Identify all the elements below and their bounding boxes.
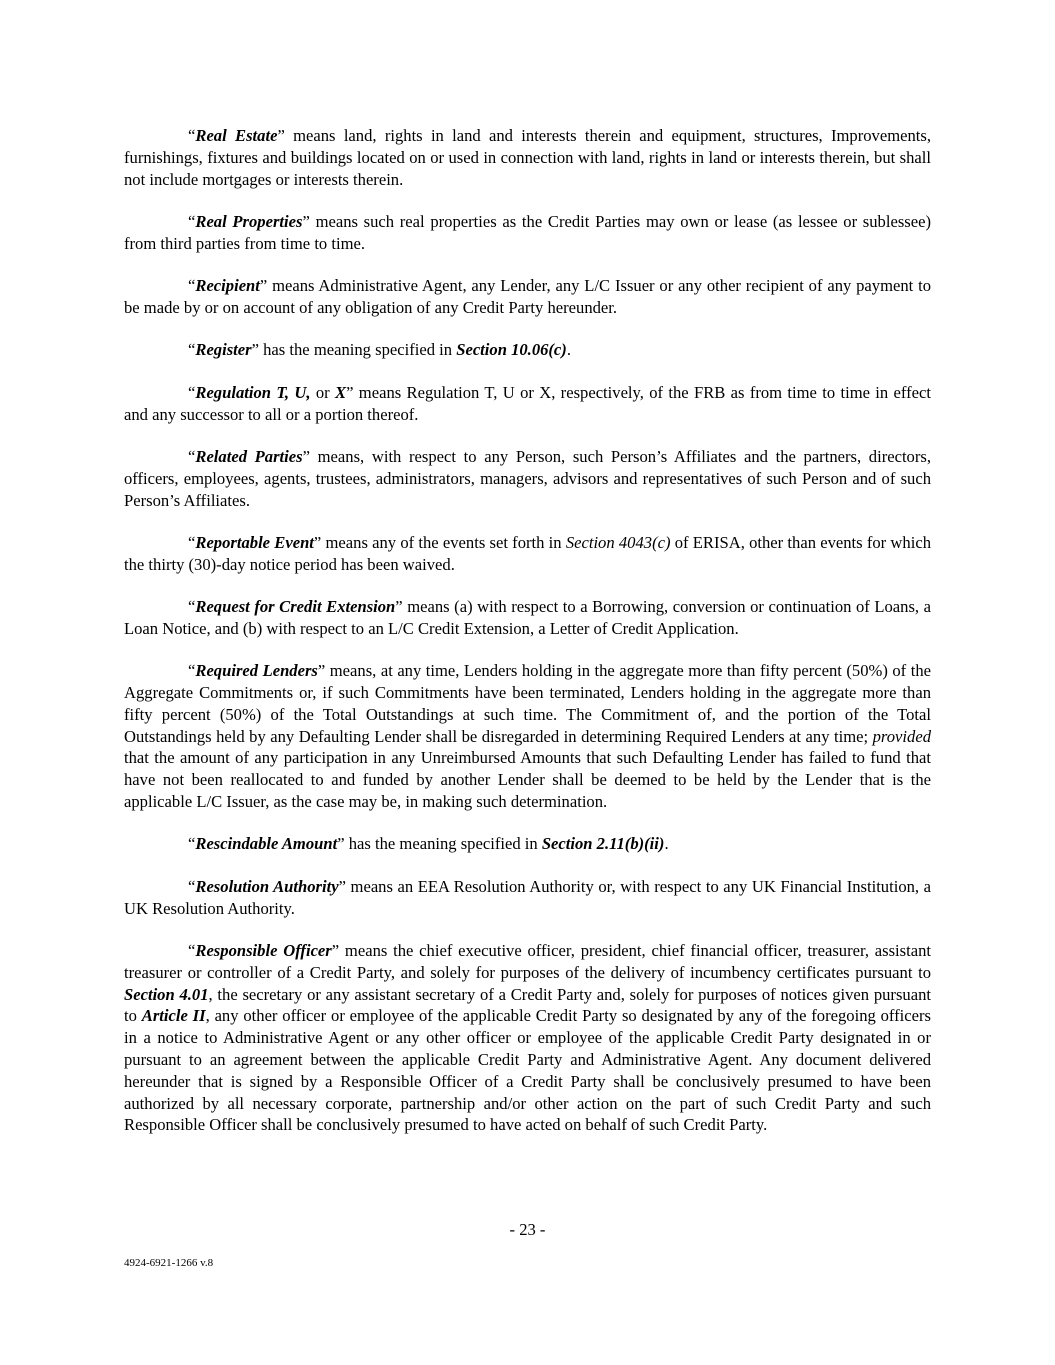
defined-term: Responsible Officer <box>195 941 332 961</box>
definition-text: has the meaning specified in <box>258 340 457 360</box>
section-reference: Section 2.11(b)(ii) <box>541 834 665 854</box>
definition-real-estate: “Real Estate” means land, rights in land and interests therein and equipment, structures, Improvements, furnishings, fixtures and buildings located on or used in connection with land, rights in land or interests therein, but shall not include mortgages or interests therein. <box>124 126 931 189</box>
defined-term: Rescindable Amount <box>195 834 338 854</box>
defined-term: Recipient <box>195 276 260 296</box>
definition-text: means any of the events set forth in <box>321 532 566 552</box>
section-reference: Section 4.01 <box>124 984 209 1004</box>
definition-regulation: “Regulation T, U, or X” means Regulation T, U or X, respectively, of the FRB as from time to time in effect and any successor to all or a portion thereof. <box>124 382 931 424</box>
defined-term: Reportable Event <box>195 532 314 552</box>
definition-recipient: “Recipient” means Administrative Agent, any Lender, any L/C Issuer or any other recipient of any payment to be made by or on account of any obligation of any Credit Party hereunder. <box>124 276 931 317</box>
definition-rescindable-amount: “Rescindable Amount” has the meaning specified in Section 2.11(b)(ii). <box>188 834 669 854</box>
defined-term: Regulation T, U, <box>195 382 311 402</box>
definition-related-parties: “Related Parties” means, with respect to any Person, such Person’s Affiliates and the partners, directors, officers, employees, agents, trustees, administrators, managers, advisors and representatives of such Person and of such Person’s Affiliates. <box>124 446 931 510</box>
definition-real-properties: “Real Properties” means such real properties as the Credit Parties may own or lease (as lessee or sublessee) from third parties from time to time. <box>124 211 931 253</box>
definition-text: means Administrative Agent, any Lender, any L/C Issuer or any other recipient of any payment to be made by or on account of any obligation of any Credit Party hereunder. <box>124 276 931 317</box>
document-body <box>124 125 931 1157</box>
section-reference: Section 4043(c) <box>565 532 671 552</box>
definition-request-credit-extension: “Request for Credit Extension” means (a) with respect to a Borrowing, conversion or continuation of Loans, a Loan Notice, and (b) with respect to an L/C Credit Extension, a Letter of Credit Application. <box>124 597 931 638</box>
definition-resolution-authority: “Resolution Authority” means an EEA Resolution Authority or, with respect to any UK Financial Institution, a UK Resolution Authority. <box>124 876 932 918</box>
section-reference: Section 10.06(c) <box>456 340 567 360</box>
definition-text: means land, rights in land and interests therein and equipment, structures, Improvements, furnishings, fixtures and buildings located on or used in connection with land, rights in land or interests therein, but shall not include mortgages or interests therein. <box>124 126 931 189</box>
definition-required-lenders: “Required Lenders” means, at any time, Lenders holding in the aggregate more than fifty percent (50%) of the Aggregate Commitments or, if such Commitments have been terminated, Lenders holding in the aggregate more than fifty percent (50%) of the Total Outstandings at such time. The Commitment of, and the portion of the Total Outstandings held by any Defaulting Lender shall be disregarded in determining Required Lenders at any time; provided that the amount of any participation in any Unreimbursed Amounts that such Defaulting Lender has failed to fund that have not been reallocated to and funded by another Lender shall be deemed to be held by the Lender that is the applicable L/C Issuer, as the case may be, in making such determination. <box>124 661 931 812</box>
page-number: - 23 - <box>509 1220 546 1239</box>
definition-text: means, with respect to any Person, such Person’s Affiliates and the partners, directors, officers, employees, agents, trustees, administrators, managers, advisors and representatives of such Person and of such Person’s Affiliates. <box>124 446 931 510</box>
definition-text: means an EEA Resolution Authority or, with respect to any UK Financial Institution, a UK Resolution Authority. <box>124 876 932 918</box>
defined-term: Register <box>195 340 252 360</box>
defined-term: Real Properties <box>195 211 303 231</box>
defined-term: Request for Credit Extension <box>195 597 396 617</box>
definition-text: has the meaning specified in <box>344 834 542 854</box>
definition-text: means such real properties as the Credit Parties may own or lease (as lessee or sublessee) from third parties from time to time. <box>124 211 931 253</box>
defined-term: Required Lenders <box>195 661 318 681</box>
defined-term: Real Estate <box>195 126 278 145</box>
definition-register: “Register” has the meaning specified in Section 10.06(c). <box>188 340 571 360</box>
definition-text: means, at any time, Lenders holding in the aggregate more than fifty percent (50%) of the Aggregate Commitments or, if such Commitments have been terminated, Lenders holding in the aggregate more than fifty percent (50%) of the Total Outstandings at such time. The Commitment of, and the portion of the Total Outstandings held by any Defaulting Lender shall be disregarded in determining Required Lenders at any time; <box>124 661 931 746</box>
definition-text: means (a) with respect to a Borrowing, conversion or continuation of Loans, a Loan Notice, and (b) with respect to an L/C Credit Extension, a Letter of Credit Application. <box>124 597 931 638</box>
definition-responsible-officer: “Responsible Officer” means the chief executive officer, president, chief financial officer, treasurer, assistant treasurer or controller of a Credit Party, and solely for purposes of the delivery of incumbency certificates pursuant to Section 4.01, the secretary or any assistant secretary of a Credit Party and, solely for purposes of notices given pursuant to Article II, any other officer or employee of the applicable Credit Party so designated by any of the foregoing officers in a notice to Administrative Agent or any other officer or employee of the applicable Credit Party designated in or pursuant to an agreement between the applicable Credit Party and Administrative Agent. Any document delivered hereunder that is signed by a Responsible Officer of a Credit Party shall be conclusively presumed to have been authorized by all necessary corporate, partnership and/or other action on the part of such Credit Party and such Responsible Officer shall be conclusively presumed to have acted on behalf of such Credit Party. <box>124 941 931 1135</box>
definition-reportable-event: “Reportable Event” means any of the events set forth in Section 4043(c) of ERISA, other than events for which the thirty (30)-day notice period has been waived. <box>124 532 931 574</box>
definition-text: means Regulation T, U or X, respectively, of the FRB as from time to time in effect and any successor to all or a portion thereof. <box>124 382 931 424</box>
defined-term: Resolution Authority <box>195 876 339 896</box>
article-reference: Article II <box>141 1006 206 1026</box>
defined-term: Related Parties <box>195 446 303 466</box>
proviso: provided <box>872 726 931 746</box>
document-id: 4924-6921-1266 v.8 <box>124 1257 214 1269</box>
definition-text: means the chief executive officer, president, chief financial officer, treasurer, assistant treasurer or controller of a Credit Party, and solely for purposes of the delivery of incumbency certificates pursuant to <box>124 941 931 982</box>
defined-term: X <box>335 382 347 402</box>
